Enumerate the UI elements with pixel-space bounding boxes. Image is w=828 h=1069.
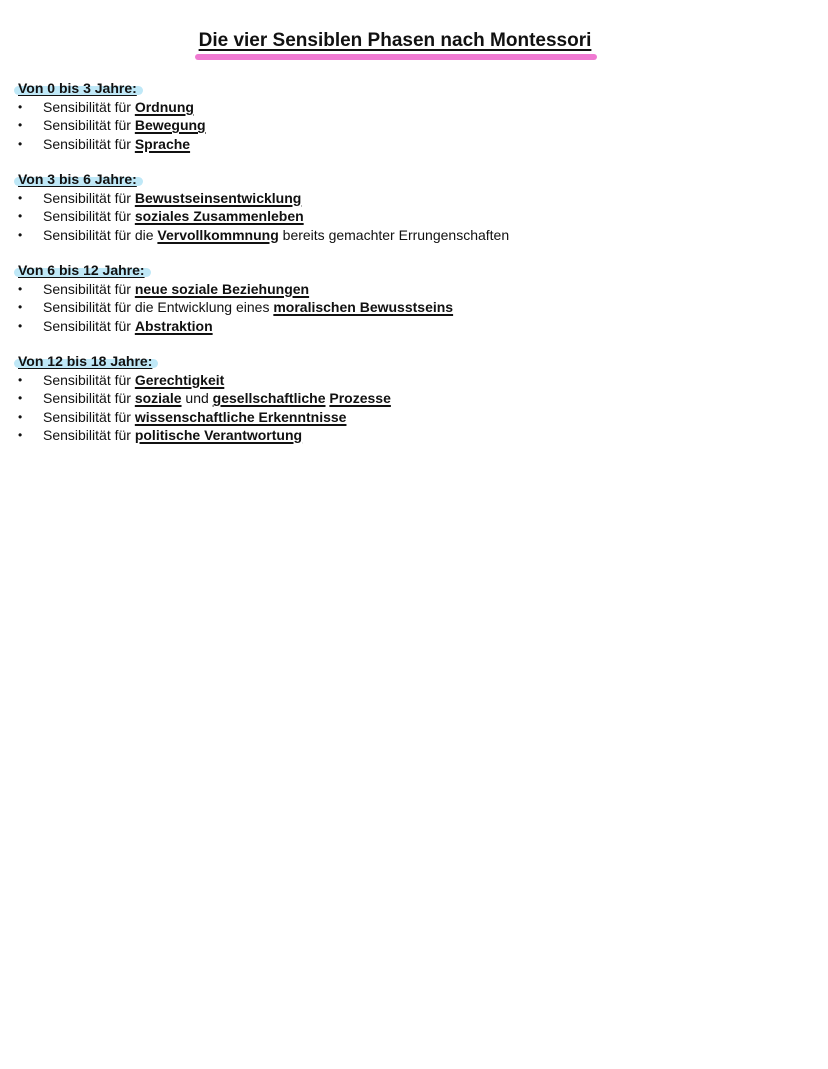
title-highlight-stroke <box>195 54 598 60</box>
section-heading: Von 3 bis 6 Jahre: <box>18 170 137 188</box>
bullet-icon: • <box>18 209 23 224</box>
section-heading: Von 6 bis 12 Jahre: <box>18 261 145 279</box>
keyword: Bewustseinsentwicklung <box>134 190 302 206</box>
keyword: gesellschaftliche <box>212 390 326 407</box>
item-list <box>18 98 206 153</box>
bullet-icon: • <box>18 318 23 333</box>
title-container <box>0 30 790 52</box>
list-item: • Sensibilität für Gerechtigkeit <box>18 372 225 388</box>
list-item: • Sensibilität für wissenschaftliche Erkenntnisse <box>18 408 347 425</box>
keyword: Ordnung <box>134 99 194 115</box>
bullet-icon: • <box>18 427 23 442</box>
section-0-3 <box>18 79 206 153</box>
bullet-icon: • <box>18 100 23 114</box>
bullet-icon: • <box>18 373 23 387</box>
item-list <box>18 189 509 244</box>
list-item: • Sensibilität für soziale und gesellschaftliche Prozesse <box>18 390 391 407</box>
bullet-icon: • <box>18 300 23 315</box>
list-item: • Sensibilität für die Entwicklung eines moralischen Bewusstseins <box>18 299 454 316</box>
bullet-icon: • <box>18 282 23 296</box>
keyword: Prozesse <box>329 390 391 407</box>
list-item: • Sensibilität für politische Verantwortung <box>18 426 303 443</box>
list-item: • Sensibilität für Ordnung <box>18 99 194 115</box>
keyword: soziale <box>134 390 182 407</box>
section-3-6 <box>18 170 509 244</box>
section-12-18 <box>18 352 391 444</box>
list-item: • Sensibilität für soziales Zusammenleben <box>18 208 304 225</box>
keyword: moralischen Bewusstseins <box>273 299 454 316</box>
keyword: neue soziale Beziehungen <box>134 281 310 297</box>
page-title <box>197 30 594 52</box>
bullet-icon: • <box>18 191 23 205</box>
item-list <box>18 280 453 335</box>
list-item: • Sensibilität für Sprache <box>18 135 191 152</box>
bullet-icon: • <box>18 409 23 424</box>
item-list <box>18 371 391 444</box>
keyword: politische Verantwortung <box>134 426 303 443</box>
page-title-text: Die vier Sensiblen Phasen nach Montessori <box>198 30 592 51</box>
list-item: • Sensibilität für die Vervollkommnung bereits gemachter Errungenschaften <box>18 226 510 243</box>
bullet-icon: • <box>18 136 23 151</box>
keyword: Vervollkommnung <box>157 226 279 243</box>
section-6-12 <box>18 261 453 335</box>
bullet-icon: • <box>18 227 23 242</box>
list-item: • Sensibilität für neue soziale Beziehungen <box>18 281 310 297</box>
keyword: Sprache <box>134 135 191 152</box>
keyword: wissenschaftliche Erkenntnisse <box>134 408 347 425</box>
list-item: • Sensibilität für Abstraktion <box>18 317 213 334</box>
section-heading: Von 12 bis 18 Jahre: <box>18 352 152 370</box>
keyword: Gerechtigkeit <box>134 372 225 388</box>
section-heading: Von 0 bis 3 Jahre: <box>18 79 137 97</box>
keyword: soziales Zusammenleben <box>134 208 304 225</box>
list-item: • Sensibilität für Bewustseinsentwicklung <box>18 190 302 206</box>
keyword: Bewegung <box>134 117 206 134</box>
list-item: • Sensibilität für Bewegung <box>18 117 206 134</box>
keyword: Abstraktion <box>134 317 213 334</box>
bullet-icon: • <box>18 118 23 133</box>
bullet-icon: • <box>18 391 23 406</box>
